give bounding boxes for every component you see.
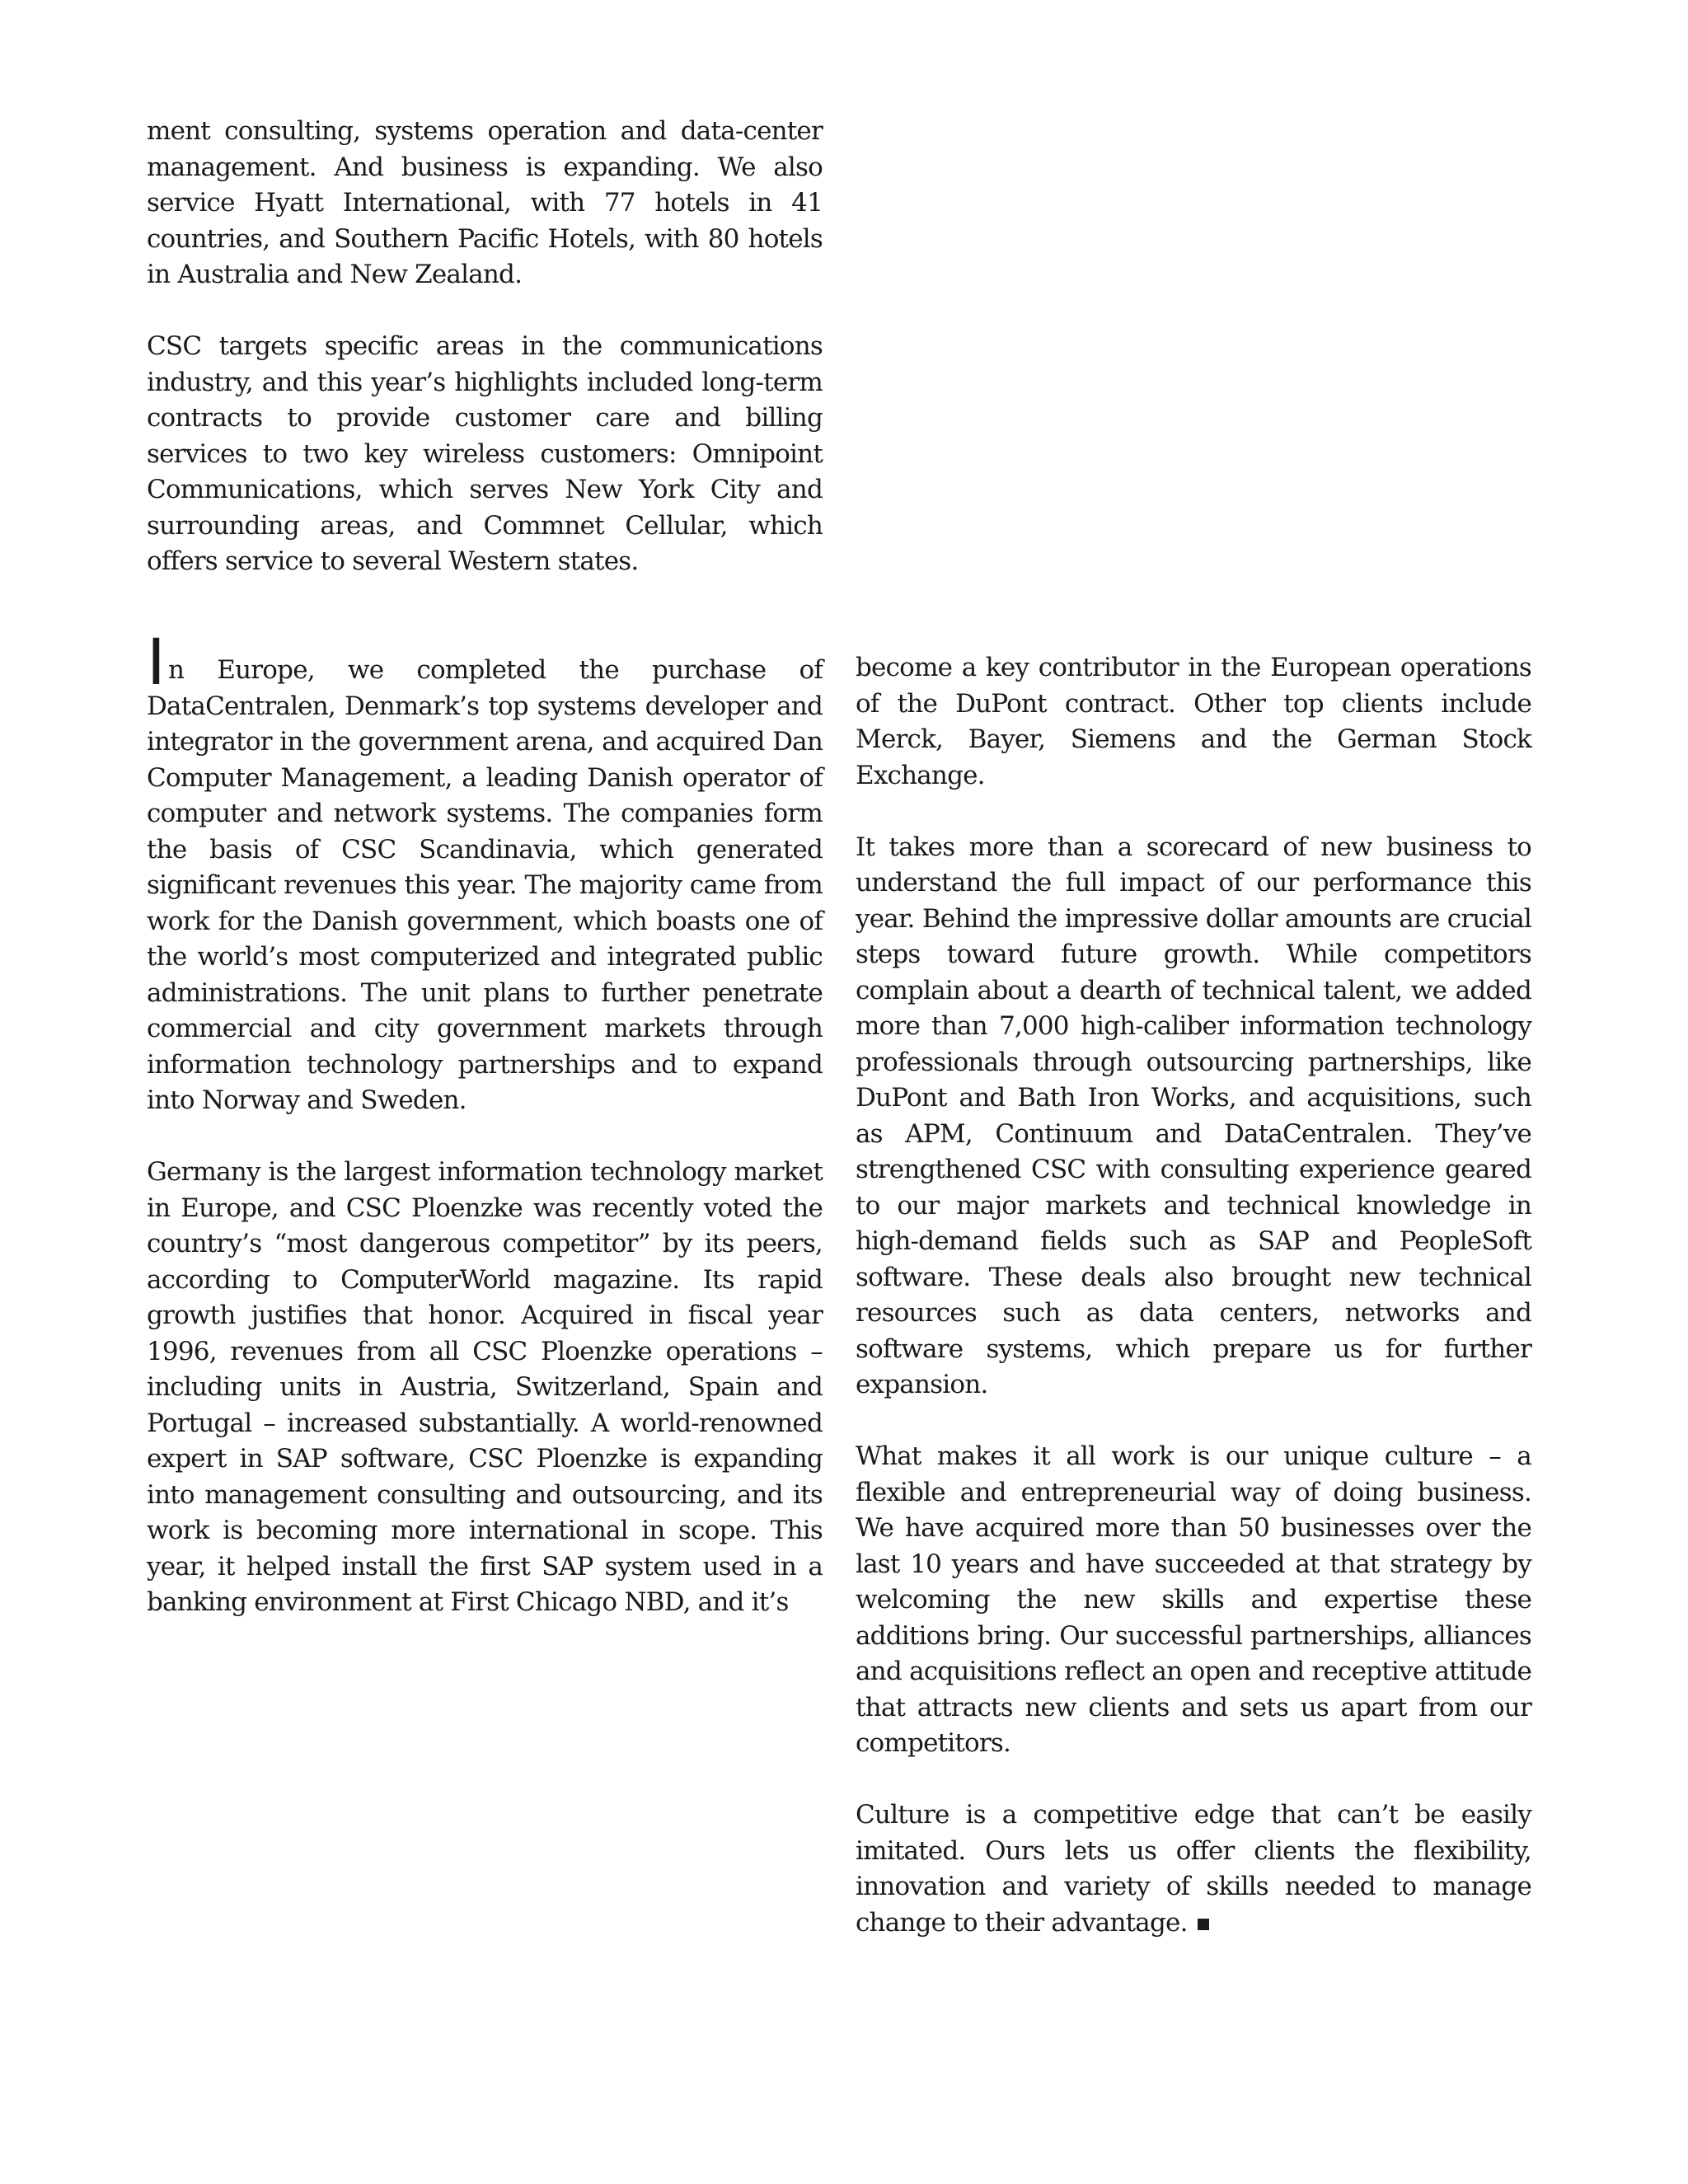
paragraph-europe	[147, 624, 823, 1119]
paragraph-communications: CSC targets specific areas in the communications industry, and this year’s highlights included long-term contracts to provide customer care and billing services to two key wireless customers: Omnipoint Communications, which serves New York City and surrounding areas, and Commnet Cellular, which offers service to several Western states.	[147, 331, 823, 576]
end-mark-icon	[1198, 1919, 1209, 1930]
section-break	[147, 616, 823, 653]
publication-name: ComputerWorld	[340, 1264, 530, 1295]
paragraph-competitive-edge-text: Culture is a competitive edge that can’t be easily imitated. Ours lets us offer clients the flexibility, innovation and variety of skills needed to manage change to their advantage.	[856, 1800, 1531, 1938]
paragraph-germany-end: magazine. Its rapid growth justifies that honor. Acquired in fiscal year 1996, revenues from all CSC Ploenzke operations – including units in Austria, Switzerland, Spain and Portugal – increased substantially. A world-renowned expert in SAP software, CSC Ploenzke is expanding into management consulting and outsourcing, and its work is becoming more international in scope. This year, it helped install the first SAP system used in a banking environment at First Chicago NBD, and it’s	[147, 1264, 823, 1617]
paragraph-germany	[147, 1155, 823, 1621]
paragraph-dupont: become a key contributor in the European operations of the DuPont contract. Other top clients include Merck, Bayer, Siemens and the German Stock Exchange.	[856, 653, 1531, 790]
paragraph-culture: What makes it all work is our unique culture – a flexible and entrepreneurial way of doing business. We have acquired more than 50 businesses over the last 10 years and have succeeded at that strategy by welcoming the new skills and expertise these additions bring. Our successful partnerships, alliances and acquisitions reflect an open and receptive attitude that attracts new clients and sets us apart from our competitors.	[856, 1441, 1531, 1758]
paragraph-europe-text: n Europe, we completed the purchase of DataCentralen, Denmark’s top systems developer and integrator in the government arena, and acquired Dan Computer Management, a leading Danish operator of computer and network systems. The companies form the basis of CSC Scandinavia, which generated significant revenues this year. The majority came from work for the Danish government, which boasts one of the world’s most computerized and integrated public administrations. The unit plans to further penetrate commercial and city government markets through information technology partnerships and to expand into Norway and Sweden.	[147, 655, 823, 1115]
left-column	[147, 114, 823, 1621]
paragraph-germany-start: Germany is the largest information technology market in Europe, and CSC Ploenzke was recently voted the country’s “most dangerous competitor” by its peers, according to	[147, 1157, 823, 1295]
paragraph-hotels: ment consulting, systems operation and data-center management. And business is expanding. We also service Hyatt International, with 77 hotels in 41 countries, and Southern Pacific Hotels, with 80 hotels in Australia and New Zealand.	[147, 116, 823, 289]
paragraph-performance: It takes more than a scorecard of new business to understand the full impact of our performance this year. Behind the impressive dollar amounts are crucial steps toward future growth. While competitors complain about a dearth of technical talent, we added more than 7,000 high-caliber information technology professionals through outsourcing partnerships, like DuPont and Bath Iron Works, and acquisitions, such as APM, Continuum and DataCentralen. They’ve strengthened CSC with consulting experience geared to our major markets and technical knowledge in high-demand fields such as SAP and PeopleSoft software. These deals also brought new technical resources such as data centers, networks and software systems, which prepare us for further expansion.	[856, 832, 1531, 1399]
right-column	[856, 650, 1531, 1941]
paragraph-competitive-edge	[856, 1797, 1531, 1941]
drop-cap: I	[147, 624, 165, 699]
